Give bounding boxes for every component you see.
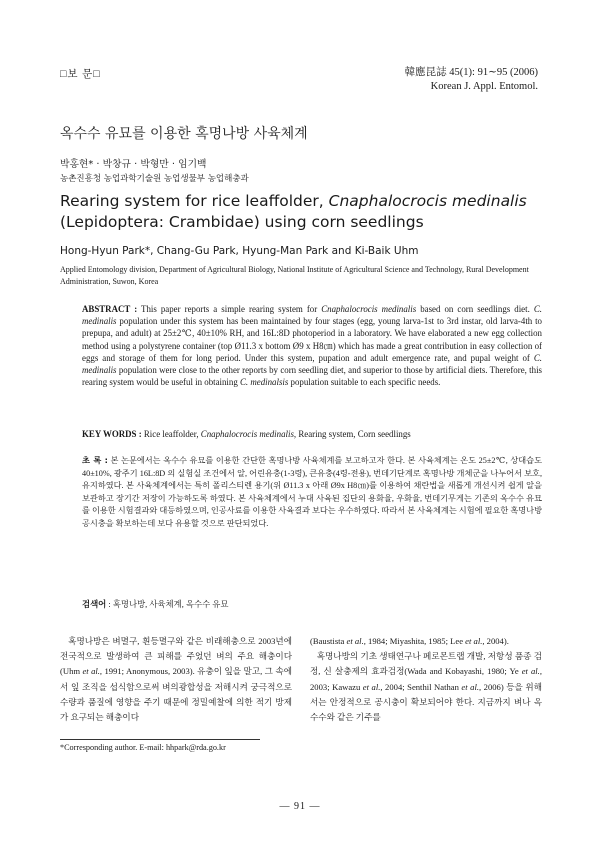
journal-citation-ko: 韓應昆誌 45(1): 91∼95 (2006)	[404, 67, 538, 78]
article-type-label: □보 문□	[60, 69, 101, 80]
title-english-part1: Rearing system for rice leaffolder,	[60, 192, 329, 210]
corresponding-author-footnote: *Corresponding author. E-mail: hhpark@rda.go.kr	[60, 743, 226, 752]
abstract-text: population were close to the other reports by corn seedling diet, and superior to those by artificial diets. Therefore, this rearing system would be useful in obtaining	[82, 365, 542, 388]
keywords-korean	[82, 598, 228, 610]
body-text: , 1984; Miyashita, 1985; Lee	[363, 636, 466, 646]
title-species-name: Cnaphalocrocis medinalis	[328, 192, 527, 210]
body-text: , 2003; Kawazu	[310, 666, 542, 692]
abstract-text: population suitable to each specific needs.	[288, 377, 441, 388]
abstract-korean	[82, 454, 542, 531]
title-english-part2: (Lepidoptera: Crambidae) using corn seedlings	[60, 213, 424, 231]
keywords-korean-label: 검색어	[82, 599, 107, 609]
body-text: (Baustista	[310, 636, 347, 646]
footnote-divider	[60, 739, 260, 740]
body-etal: et al.	[465, 636, 483, 646]
abstract-species: C. medinalsis	[240, 377, 289, 388]
keywords-korean-text: : 혹명나방, 사육체계, 옥수수 유묘	[106, 600, 229, 609]
body-text: , 2004; Senthil Nathan	[380, 681, 462, 692]
keywords	[82, 428, 542, 440]
keywords-text: Rearing system, Corn seedlings	[296, 429, 411, 439]
affiliation-english: Applied Entomology division, Department of Agricultural Biology, National Institute of Agricultural Science and Technology, Rural Development Administration, Suwon, Korea	[60, 265, 529, 286]
body-text: , 2004).	[482, 636, 509, 646]
abstract-species: Cnaphalocrocis medinalis	[321, 304, 417, 314]
title-korean: 옥수수 유묘를 이용한 혹명나방 사육체계	[60, 126, 308, 142]
body-column-right	[310, 634, 542, 725]
page-number: — 91 —	[279, 801, 321, 812]
abstract-korean-text: 본 논문에서는 옥수수 유묘를 이용한 간단한 혹명나방 사육체계를 보고하고자 한다. 본 사육체계는 온도 25±2℃, 상대습도 40±10%, 광주기 16L:8D 의 실험실 조건에서 알, 어린유충(1-3령), 큰유충(4령-전용), 번데기단계로 혹명나방 개체군을 나누어서 보호, 유지하였다. 본 사육체계에서는 특히 폴리스티렌 용기(위 Ø11.3 x 아래 Ø9x H8㎝)를 이용하여 채란법을 새롭게 개선시켜 쉽게 알을 보관하고 장기간 저장이 가능하도록 하였다. 본 사육체계에서 누대 사육된 집단의 용화율, 우화율, 번데기무게는 기존의 옥수수 유묘를 이용한 시험결과와 대등하였으며, 인공사료를 이용한 사육결과 보다는 우수하였다. 따라서 본 사육체계는 시험에 필요한 혹명나방 공시충을 확보하는데 보다 유용할 것으로 판단되었다.	[82, 456, 542, 528]
authors-english: Hong-Hyun Park*, Chang-Gu Park, Hyung-Man Park and Ki-Baik Uhm	[60, 245, 419, 257]
abstract	[82, 303, 542, 388]
body-column-left	[60, 634, 292, 725]
body-etal: et al.	[521, 666, 540, 677]
authors-korean: 박홍현* · 박창규 · 박형만 · 임기백	[60, 159, 207, 170]
abstract-label: ABSTRACT :	[82, 304, 138, 314]
keywords-text: Rice leaffolder,	[141, 429, 201, 439]
abstract-text: population under this system has been maintained by four stages (egg, young larva-1st to 3rd instar, old larva-4th to prepupa, and adult) at 25±2℃, 40±10% RH, and 16L:8D photoperiod in a laboratory. We have elaborated a new egg collection method using a polystyrene container (top Ø11.3 x bottom Ø9 x H8㎝) which has made a great contribution in easy collection of eggs and storage of them for long period. Under this system, pupation and adult emergence rate, and pupal weight of	[82, 316, 542, 363]
abstract-text: This paper reports a simple rearing system for	[137, 304, 322, 314]
body-etal: et al.	[461, 681, 479, 692]
body-etal: et al.	[346, 636, 364, 646]
body-text: , 1991; Anonymous, 2003). 유충이 잎을 말고, 그 속에서 잎 조직을 섭식함으로써 벼의광합성을 저해시켜 궁극적으로 수량과 품질에 영향을 주기 때문에 정밀예찰에 의한 적기 방제가 요구되는 해충이다	[60, 666, 292, 723]
body-text: , 2006) 등을 위해서는 안정적으로 공시충이 확보되어야 한다. 지금까지 벼나 옥수수와 같은 기주를	[310, 681, 542, 723]
journal-name-en: Korean J. Appl. Entomol.	[430, 81, 538, 92]
body-etal: et al.	[362, 681, 381, 692]
keywords-species: Cnaphalocrocis medinalis,	[200, 429, 297, 439]
body-etal: et al.	[82, 666, 100, 677]
abstract-species: C. medinalis	[82, 304, 542, 327]
title-english	[60, 191, 550, 233]
abstract-text: based on corn seedlings diet.	[416, 304, 534, 314]
abstract-species: C. medinalis	[82, 352, 542, 376]
journal-citation	[405, 66, 538, 94]
body-text: 혹명나방의 기초 생태연구나 페로몬트랩 개발, 저항성 품종 검정, 신 살충제의 효과검정(Wada and Kobayashi, 1980; Ye	[310, 651, 542, 677]
body-text: 혹명나방은 벼멸구, 흰등멸구와 같은 비래해충으로 2003년에 전국적으로 발생하여 큰 피해를 주었던 벼의 주요 해충이다(Uhm	[60, 636, 293, 677]
keywords-label: KEY WORDS :	[82, 429, 142, 439]
affiliation-korean: 농촌진흥청 농업과학기술원 농업생물부 농업해충과	[60, 174, 249, 184]
abstract-korean-label: 초 록 :	[82, 455, 108, 465]
